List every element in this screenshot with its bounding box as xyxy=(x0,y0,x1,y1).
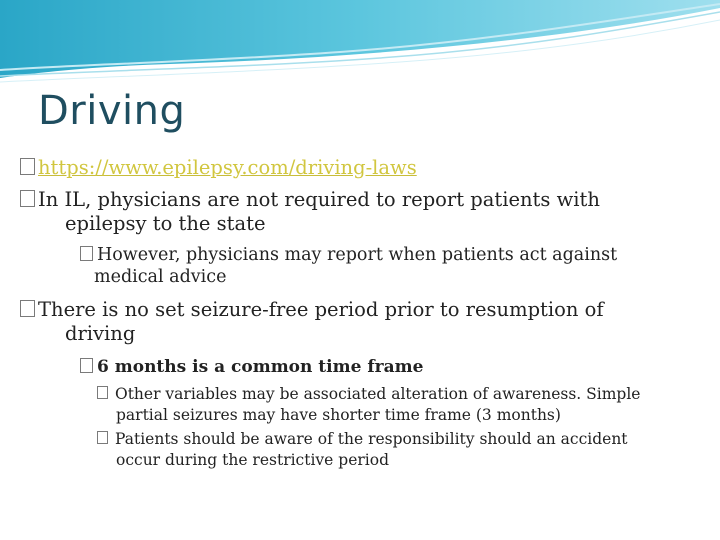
bullet-link[interactable] xyxy=(20,156,417,180)
bullet-box-icon xyxy=(20,190,35,207)
bullet-reporting: In IL, physicians are not required to report patients with epilepsy to the state xyxy=(20,188,600,236)
sub-sub-bullet-responsibility: Patients should be aware of the responsibility should an accident occur during the restrictive period xyxy=(97,429,628,471)
bullet-box-icon xyxy=(97,431,108,444)
sub-sub-bullet-other-variables: Other variables may be associated alteration of awareness. Simple partial seizures may have shorter time frame (3 months) xyxy=(97,384,640,426)
slide-title: Driving xyxy=(38,88,186,134)
bullet-box-icon xyxy=(20,158,35,175)
bullet-box-icon xyxy=(97,386,108,399)
bullet-box-icon xyxy=(20,300,35,317)
bullet-seizure-free: There is no set seizure-free period prior to resumption of driving xyxy=(20,298,604,346)
sub-bullet-six-months: 6 months is a common time frame xyxy=(80,356,423,378)
epilepsy-driving-link[interactable]: https://www.epilepsy.com/driving-laws xyxy=(38,156,417,179)
bullet-box-icon xyxy=(80,358,93,373)
sub-bullet-may-report: However, physicians may report when patients act against medical advice xyxy=(80,244,617,288)
bullet-box-icon xyxy=(80,246,93,261)
